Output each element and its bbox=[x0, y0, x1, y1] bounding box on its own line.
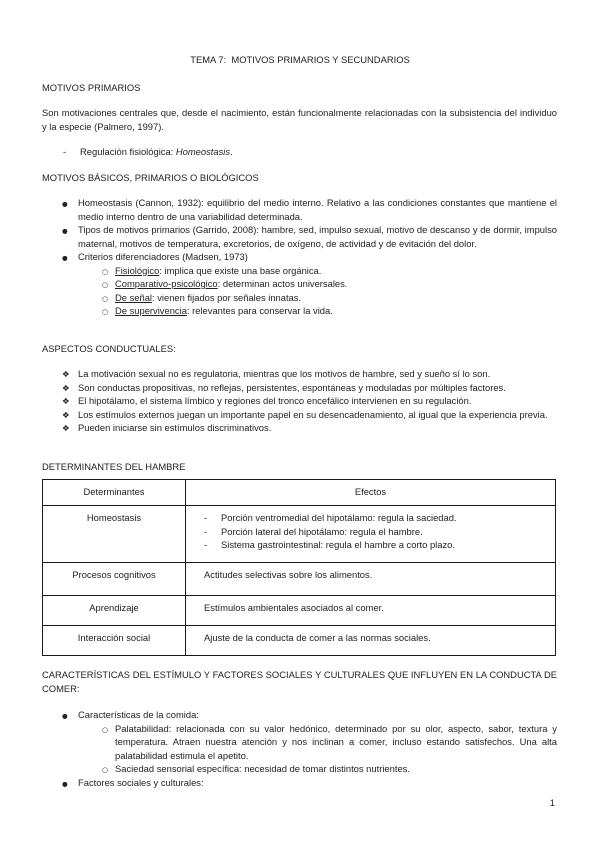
effects-cell: Ajuste de la conducta de comer a las normas sociales. bbox=[186, 626, 556, 656]
section-heading-motivos-primarios: MOTIVOS PRIMARIOS bbox=[42, 82, 141, 93]
effects-cell bbox=[186, 506, 556, 563]
regulation-end: . bbox=[230, 146, 233, 157]
criteria-item bbox=[78, 304, 557, 318]
table-row bbox=[43, 596, 556, 626]
criteria-item bbox=[78, 264, 557, 278]
list-item bbox=[42, 145, 557, 159]
list-item bbox=[42, 408, 557, 422]
list-item-text: Los estímulos externos juegan un importante papel en su desencadenamiento, al igual que la experiencia previa. bbox=[78, 408, 548, 420]
list-item-text: Homeostasis (Cannon, 1932): equilibrio del medio interno. Relativo a las condiciones constantes que mantiene el medio interno dentro de una variabilidad determinada. bbox=[78, 197, 557, 222]
effect-item bbox=[204, 525, 549, 539]
list-item-text: Criterios diferenciadores (Madsen, 1973) bbox=[78, 251, 248, 262]
list-item bbox=[42, 250, 557, 318]
list-item-text: El hipotálamo, el sistema límbico y regiones del tronco encefálico intervienen en su regulación. bbox=[78, 395, 472, 406]
criteria-item bbox=[78, 277, 557, 291]
criteria-item bbox=[78, 291, 557, 305]
basic-motives-list bbox=[42, 196, 557, 318]
table-header-row bbox=[43, 480, 556, 506]
food-characteristics-sublist bbox=[78, 722, 557, 776]
list-item bbox=[42, 381, 557, 395]
criteria-term: Comparativo-psicológico bbox=[115, 278, 218, 289]
list-item bbox=[42, 421, 557, 435]
effect-text: Sistema gastrointestinal: regula el hambre a corto plazo. bbox=[221, 539, 455, 550]
determinant-cell: Procesos cognitivos bbox=[43, 563, 186, 596]
list-item-text: Factores sociales y culturales: bbox=[78, 776, 204, 788]
effect-item bbox=[204, 538, 549, 552]
table-row bbox=[43, 626, 556, 656]
criteria-text: : relevantes para conservar la vida. bbox=[186, 305, 333, 316]
sublist-item bbox=[78, 762, 557, 776]
list-item-text: La motivación sexual no es regulatoria, mientras que los motivos de hambre, sed y sueño sí lo son. bbox=[78, 368, 491, 379]
criteria-text: : vienen fijados por señales innatas. bbox=[152, 291, 302, 303]
hunger-determinants-table bbox=[42, 479, 556, 656]
section-heading-caracteristicas-estimulo: CARACTERÍSTICAS DEL ESTÍMULO Y FACTORES SOCIALES Y CULTURALES QUE INFLUYEN EN LA CONDUCTA DE COMER: bbox=[42, 669, 557, 694]
determinant-cell: Aprendizaje bbox=[43, 596, 186, 626]
list-item-text: Pueden iniciarse sin estímulos discriminativos. bbox=[78, 422, 272, 433]
disc-bullet-icon bbox=[62, 250, 68, 266]
page-title: TEMA 7: MOTIVOS PRIMARIOS Y SECUNDARIOS bbox=[190, 54, 410, 65]
criteria-sublist bbox=[78, 264, 557, 318]
column-header-determinantes: Determinantes bbox=[43, 480, 186, 506]
sublist-item-text: Saciedad sensorial específica: necesidad de tomar distintos nutrientes. bbox=[115, 763, 410, 774]
sublist-item-text: Palatabilidad: relacionada con su valor hedónico, determinado por su olor, aspecto, sabor, textura y temperatura. Atraen nuestra atención y nos inclinan a comer, incluso estando satisfechos. Una alta palatabilidad estimula el apetito. bbox=[115, 722, 557, 761]
determinant-cell: Interacción social bbox=[43, 626, 186, 656]
list-item-text: Características de la comida: bbox=[78, 709, 199, 720]
table-row bbox=[43, 506, 556, 563]
dash-bullet-icon bbox=[204, 511, 207, 525]
criteria-term: De supervivencia bbox=[115, 305, 187, 316]
criteria-term: Fisiológico bbox=[115, 264, 160, 276]
effects-cell: Actitudes selectivas sobre los alimentos. bbox=[186, 563, 556, 596]
page-number: 1 bbox=[549, 797, 555, 808]
list-item-text: Son conductas propositivas, no reflejas, persistentes, espontáneas y moduladas por múltiples factores. bbox=[78, 381, 506, 393]
list-item bbox=[42, 776, 557, 790]
disc-bullet-icon bbox=[62, 776, 68, 792]
dash-bullet-icon bbox=[63, 145, 66, 159]
list-item bbox=[42, 223, 557, 250]
sublist-item bbox=[78, 722, 557, 763]
effect-text: Porción lateral del hipotálamo: regula el hambre. bbox=[221, 525, 423, 537]
criteria-text: : implica que existe una base orgánica. bbox=[159, 264, 322, 276]
criteria-text: : determinan actos universales. bbox=[217, 278, 348, 289]
list-item bbox=[42, 708, 557, 776]
list-item bbox=[42, 394, 557, 408]
section-heading-motivos-basicos: MOTIVOS BÁSICOS, PRIMARIOS O BIOLÓGICOS bbox=[42, 172, 259, 183]
circle-bullet-icon bbox=[102, 722, 108, 738]
dash-bullet-icon bbox=[204, 538, 207, 552]
column-header-efectos: Efectos bbox=[186, 480, 556, 506]
stimulus-characteristics-list bbox=[42, 708, 557, 789]
behavioral-aspects-list bbox=[42, 367, 557, 435]
regulation-label: Regulación fisiológica: bbox=[80, 146, 176, 157]
effect-item bbox=[204, 511, 549, 525]
list-item-text: Tipos de motivos primarios (Garrido, 2008): hambre, sed, impulso sexual, motivo de descanso y de dormir, impulso maternal, motivos de temperatura, excretorios, de oxígeno, de actividad y de evitación del dolor. bbox=[78, 224, 557, 249]
dash-bullet-icon bbox=[204, 525, 207, 539]
list-item bbox=[42, 367, 557, 381]
determinant-cell: Homeostasis bbox=[43, 506, 186, 563]
regulation-term: Homeostasis bbox=[175, 146, 231, 157]
table bbox=[42, 479, 556, 656]
effect-text: Porción ventromedial del hipotálamo: regula la saciedad. bbox=[221, 512, 457, 523]
effects-cell: Estímulos ambientales asociados al comer. bbox=[186, 596, 556, 626]
list-item bbox=[42, 196, 557, 223]
criteria-term: De señal bbox=[115, 291, 153, 303]
table-row bbox=[43, 563, 556, 596]
section-heading-aspectos-conductuales: ASPECTOS CONDUCTUALES: bbox=[42, 343, 176, 354]
intro-paragraph: Son motivaciones centrales que, desde el nacimiento, están funcionalmente relacionadas con la subsistencia del individuo y la especie (Palmero, 1997). bbox=[42, 107, 557, 132]
disc-bullet-icon bbox=[62, 223, 68, 239]
section-heading-determinantes-hambre: DETERMINANTES DEL HAMBRE bbox=[42, 461, 186, 472]
diamond-bullet-icon bbox=[62, 421, 70, 437]
disc-bullet-icon bbox=[62, 708, 68, 724]
disc-bullet-icon bbox=[62, 196, 68, 212]
circle-bullet-icon bbox=[102, 304, 108, 320]
regulation-list bbox=[42, 145, 557, 159]
